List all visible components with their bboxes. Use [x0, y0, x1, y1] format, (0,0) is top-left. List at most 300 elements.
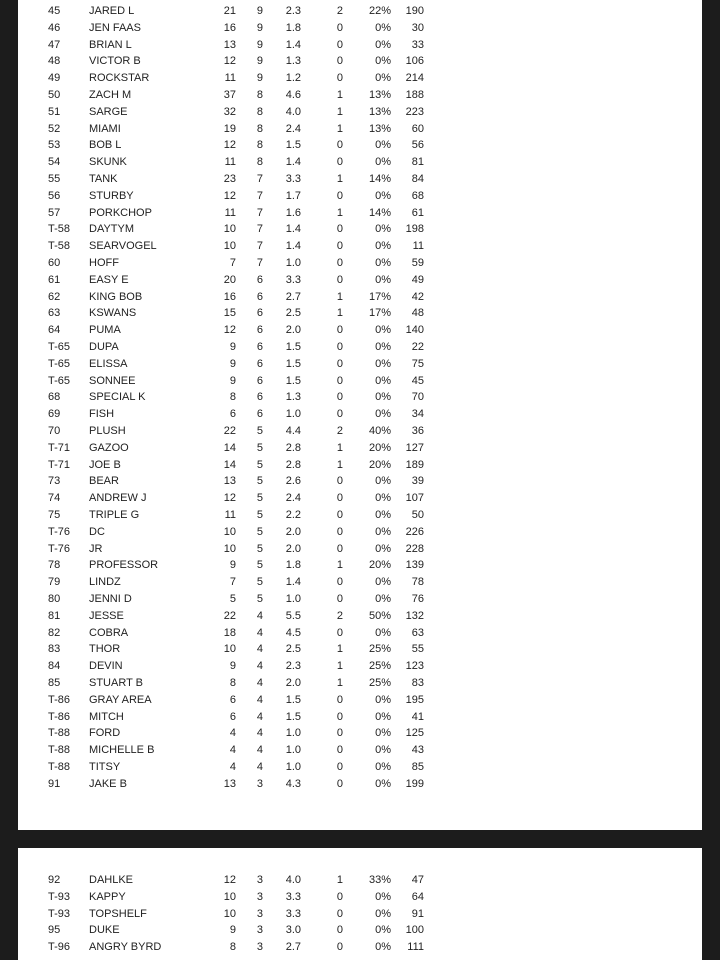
stat-col-6-cell: 33: [411, 38, 424, 51]
stat-col-3-cell: 2.8: [285, 458, 301, 471]
stat-col-4-cell: 0: [336, 21, 343, 34]
stat-col-2-cell: 4: [256, 677, 263, 689]
stat-col-3-cell: 2.4: [285, 492, 301, 505]
stat-col-4-cell: 0: [336, 693, 343, 706]
table-row: [18, 922, 702, 939]
stat-col-1-cell: 15: [223, 307, 236, 320]
stat-col-3-cell: 2.0: [285, 542, 301, 555]
table-row: [18, 692, 702, 709]
stat-col-4-cell: 0: [336, 156, 343, 169]
stat-col-6-cell: 50: [411, 509, 424, 521]
percent-cell: 0%: [375, 727, 391, 740]
rank-cell: 80: [48, 593, 61, 605]
table-row: [18, 104, 702, 121]
table-row: [18, 272, 702, 289]
stat-col-2-cell: 3: [256, 941, 263, 954]
stat-col-2-cell: 3: [256, 890, 263, 903]
rank-cell: T-93: [48, 890, 71, 903]
percent-cell: 0%: [375, 55, 391, 68]
stat-col-3-cell: 4.4: [285, 425, 301, 437]
stat-col-4-cell: 1: [336, 458, 343, 471]
name-cell: ELISSA: [89, 357, 128, 370]
stat-col-4-cell: 0: [336, 492, 343, 505]
table-row: [18, 305, 702, 322]
stat-col-1-cell: 10: [223, 525, 236, 538]
percent-cell: 0%: [375, 223, 391, 236]
stat-col-3-cell: 4.0: [285, 105, 301, 118]
rank-cell: 91: [48, 777, 61, 790]
rank-cell: 85: [48, 677, 61, 689]
table-row: [18, 658, 702, 675]
table-row: [18, 457, 702, 474]
stat-col-1-cell: 4: [229, 727, 236, 740]
table-row: [18, 759, 702, 776]
stat-col-1-cell: 14: [223, 441, 236, 454]
table-row: [18, 889, 702, 906]
rank-cell: 63: [48, 307, 61, 320]
stat-col-1-cell: 13: [223, 777, 236, 790]
stat-col-3-cell: 2.8: [285, 441, 301, 454]
stat-col-1-cell: 11: [224, 72, 236, 85]
stat-col-6-cell: 195: [405, 693, 424, 706]
stat-col-1-cell: 6: [229, 710, 236, 723]
stat-col-4-cell: 0: [336, 139, 343, 152]
stat-col-2-cell: 7: [256, 240, 263, 253]
stat-col-2-cell: 3: [256, 907, 263, 920]
stat-col-3-cell: 1.0: [285, 761, 301, 773]
table-row: [18, 423, 702, 440]
table-row: [18, 53, 702, 70]
table-row: [18, 154, 702, 171]
percent-cell: 0%: [375, 777, 391, 790]
stat-col-3-cell: 1.4: [285, 223, 301, 236]
stat-col-1-cell: 11: [224, 206, 236, 219]
table-row: [18, 507, 702, 524]
stat-col-1-cell: 11: [224, 509, 236, 521]
name-cell: JESSE: [89, 609, 124, 622]
stat-col-1-cell: 9: [229, 660, 236, 673]
stat-col-6-cell: 76: [411, 593, 424, 605]
name-cell: TOPSHELF: [89, 907, 147, 920]
stat-col-1-cell: 10: [223, 223, 236, 236]
stat-col-2-cell: 6: [256, 391, 263, 404]
stat-col-1-cell: 8: [229, 391, 236, 404]
stat-col-6-cell: 45: [411, 374, 424, 387]
stat-col-6-cell: 123: [405, 660, 424, 673]
stat-col-3-cell: 4.6: [285, 89, 301, 101]
stat-col-1-cell: 7: [229, 257, 236, 269]
stat-col-3-cell: 1.6: [285, 206, 301, 219]
name-cell: DAHLKE: [89, 874, 134, 886]
name-cell: MITCH: [89, 710, 124, 723]
stat-col-3-cell: 1.4: [285, 156, 301, 169]
table-row: [18, 137, 702, 154]
stat-col-4-cell: 1: [336, 173, 343, 185]
stat-col-2-cell: 6: [256, 357, 263, 370]
rank-cell: 92: [48, 874, 61, 886]
rank-cell: 54: [48, 156, 61, 169]
name-cell: PLUSH: [89, 425, 126, 437]
rank-cell: 55: [48, 173, 61, 185]
stat-col-2-cell: 8: [256, 105, 263, 118]
rank-cell: T-58: [48, 223, 71, 236]
table-row: [18, 37, 702, 54]
table-row: [18, 322, 702, 339]
stat-col-4-cell: 0: [336, 593, 343, 605]
percent-cell: 25%: [368, 677, 391, 689]
rank-cell: 84: [48, 660, 61, 673]
stat-col-4-cell: 0: [336, 509, 343, 521]
name-cell: SKUNK: [89, 156, 127, 169]
stat-col-4-cell: 1: [336, 206, 343, 219]
stat-col-2-cell: 8: [256, 89, 263, 101]
stat-col-1-cell: 18: [223, 626, 236, 639]
name-cell: JAKE B: [89, 777, 127, 790]
stat-col-2-cell: 7: [256, 206, 263, 219]
table-row: [18, 373, 702, 390]
stat-col-1-cell: 23: [223, 173, 236, 185]
stat-col-2-cell: 9: [256, 55, 263, 68]
table-row: [18, 675, 702, 692]
stat-col-4-cell: 0: [336, 542, 343, 555]
stat-col-2-cell: 9: [256, 5, 263, 17]
rank-cell: 83: [48, 643, 61, 656]
name-cell: PUMA: [89, 324, 121, 337]
stat-col-3-cell: 3.3: [285, 173, 301, 185]
percent-cell: 20%: [368, 559, 391, 572]
stat-col-6-cell: 30: [411, 21, 424, 34]
name-cell: TITSY: [89, 761, 121, 773]
stat-col-3-cell: 1.3: [285, 391, 301, 404]
table-row: [18, 625, 702, 642]
name-cell: HOFF: [89, 257, 119, 269]
name-cell: TANK: [89, 173, 118, 185]
name-cell: TRIPLE G: [89, 509, 140, 521]
stat-col-3-cell: 2.0: [285, 677, 301, 689]
table-row: [18, 709, 702, 726]
stat-col-2-cell: 9: [256, 38, 263, 51]
name-cell: STUART B: [89, 677, 143, 689]
stat-col-2-cell: 5: [256, 525, 263, 538]
stat-col-6-cell: 61: [411, 206, 424, 219]
rank-cell: 82: [48, 626, 61, 639]
percent-cell: 0%: [375, 924, 391, 937]
stat-col-3-cell: 2.3: [285, 660, 301, 673]
stat-col-4-cell: 0: [336, 576, 343, 589]
stat-col-2-cell: 6: [256, 324, 263, 337]
stat-col-4-cell: 1: [336, 105, 343, 118]
percent-cell: 0%: [375, 710, 391, 723]
stat-col-6-cell: 63: [411, 626, 424, 639]
stat-col-4-cell: 0: [336, 189, 343, 202]
stat-col-4-cell: 0: [336, 324, 343, 337]
name-cell: GRAY AREA: [89, 693, 152, 706]
stat-col-1-cell: 32: [223, 105, 236, 118]
stat-col-3-cell: 4.5: [285, 626, 301, 639]
stat-col-6-cell: 81: [411, 156, 424, 169]
name-cell: PROFESSOR: [89, 559, 159, 572]
stat-col-6-cell: 64: [411, 890, 424, 903]
stat-col-4-cell: 0: [336, 777, 343, 790]
stat-col-6-cell: 100: [405, 924, 424, 937]
rank-cell: 69: [48, 408, 61, 421]
stat-col-6-cell: 132: [405, 609, 424, 622]
stat-col-6-cell: 189: [405, 458, 424, 471]
percent-cell: 40%: [368, 425, 391, 437]
table-row: [18, 3, 702, 20]
name-cell: SONNEE: [89, 374, 136, 387]
table-row: [18, 939, 702, 956]
stat-col-3-cell: 1.5: [285, 693, 301, 706]
name-cell: KAPPY: [89, 890, 126, 903]
percent-cell: 0%: [375, 525, 391, 538]
name-cell: ANGRY BYRD: [89, 941, 162, 954]
stat-col-1-cell: 9: [229, 341, 236, 353]
stat-col-4-cell: 0: [336, 475, 343, 488]
rank-cell: 95: [48, 924, 61, 937]
name-cell: MIAMI: [89, 122, 121, 135]
name-cell: JOE B: [89, 458, 121, 471]
rank-cell: 51: [48, 105, 61, 118]
stat-col-6-cell: 60: [411, 122, 424, 135]
stat-col-2-cell: 4: [256, 660, 263, 673]
rank-cell: 81: [48, 609, 61, 622]
table-row: [18, 872, 702, 889]
rank-cell: T-86: [48, 693, 71, 706]
rank-cell: 53: [48, 139, 61, 152]
stat-col-3-cell: 2.2: [285, 509, 301, 521]
stat-col-4-cell: 1: [336, 874, 343, 886]
document-page-2: [18, 848, 702, 960]
stat-col-6-cell: 34: [411, 408, 424, 421]
stat-col-6-cell: 11: [412, 240, 424, 253]
stat-col-2-cell: 7: [256, 257, 263, 269]
stat-col-6-cell: 48: [411, 307, 424, 320]
percent-cell: 0%: [375, 475, 391, 488]
stat-col-4-cell: 0: [336, 744, 343, 757]
percent-cell: 0%: [375, 542, 391, 555]
stat-col-6-cell: 75: [411, 357, 424, 370]
stat-col-4-cell: 0: [336, 525, 343, 538]
stat-col-1-cell: 5: [229, 593, 236, 605]
table-row: [18, 289, 702, 306]
stat-col-3-cell: 2.4: [285, 122, 301, 135]
stat-col-1-cell: 9: [229, 924, 236, 937]
stat-col-2-cell: 5: [256, 458, 263, 471]
stat-col-3-cell: 1.5: [285, 374, 301, 387]
stat-col-3-cell: 1.5: [285, 341, 301, 353]
name-cell: DC: [89, 525, 105, 538]
stat-col-1-cell: 10: [223, 643, 236, 656]
stat-col-6-cell: 41: [411, 710, 424, 723]
stat-col-6-cell: 83: [411, 677, 424, 689]
name-cell: KSWANS: [89, 307, 137, 320]
stat-col-1-cell: 9: [229, 559, 236, 572]
stat-col-3-cell: 2.7: [285, 941, 301, 954]
stat-col-3-cell: 1.5: [285, 710, 301, 723]
percent-cell: 0%: [375, 744, 391, 757]
stat-col-6-cell: 85: [411, 761, 424, 773]
name-cell: JARED L: [89, 5, 135, 17]
percent-cell: 0%: [375, 593, 391, 605]
stat-col-4-cell: 0: [336, 890, 343, 903]
table-row: [18, 356, 702, 373]
stat-col-2-cell: 4: [256, 710, 263, 723]
table-row: [18, 608, 702, 625]
name-cell: SEARVOGEL: [89, 240, 157, 253]
stat-col-1-cell: 12: [223, 874, 236, 886]
table-row: [18, 20, 702, 37]
stat-col-1-cell: 12: [223, 139, 236, 152]
percent-cell: 0%: [375, 21, 391, 34]
name-cell: VICTOR B: [89, 55, 141, 68]
name-cell: SARGE: [89, 105, 128, 118]
name-cell: FISH: [89, 408, 115, 421]
rank-cell: 57: [48, 206, 61, 219]
stat-col-2-cell: 6: [256, 273, 263, 286]
stat-col-2-cell: 6: [256, 290, 263, 303]
stat-col-6-cell: 78: [411, 576, 424, 589]
stat-col-2-cell: 6: [256, 408, 263, 421]
stat-col-2-cell: 5: [256, 492, 263, 505]
table-row: [18, 725, 702, 742]
stat-col-6-cell: 43: [411, 744, 424, 757]
stat-col-4-cell: 0: [336, 38, 343, 51]
percent-cell: 25%: [368, 643, 391, 656]
stat-col-1-cell: 13: [223, 475, 236, 488]
percent-cell: 0%: [375, 189, 391, 202]
stat-col-4-cell: 2: [336, 425, 343, 437]
stat-col-2-cell: 3: [256, 924, 263, 937]
stat-col-4-cell: 1: [336, 660, 343, 673]
stat-col-2-cell: 5: [256, 576, 263, 589]
percent-cell: 50%: [368, 609, 391, 622]
stat-col-4-cell: 0: [336, 626, 343, 639]
stat-col-6-cell: 188: [405, 89, 424, 101]
stat-col-3-cell: 1.3: [285, 55, 301, 68]
stat-col-2-cell: 6: [256, 374, 263, 387]
stat-col-2-cell: 6: [256, 341, 263, 353]
percent-cell: 22%: [368, 5, 391, 17]
stat-col-6-cell: 198: [405, 223, 424, 236]
stat-col-6-cell: 39: [411, 475, 424, 488]
rank-cell: T-76: [48, 542, 71, 555]
percent-cell: 0%: [375, 374, 391, 387]
stat-col-6-cell: 127: [405, 441, 424, 454]
percent-cell: 20%: [368, 458, 391, 471]
stat-col-4-cell: 0: [336, 391, 343, 404]
stat-col-4-cell: 0: [336, 941, 343, 954]
name-cell: LINDZ: [89, 576, 121, 589]
stat-col-1-cell: 4: [229, 744, 236, 757]
stat-col-6-cell: 214: [405, 72, 424, 85]
rank-cell: 47: [48, 38, 61, 51]
percent-cell: 33%: [368, 874, 391, 886]
stat-col-4-cell: 0: [336, 341, 343, 353]
stat-col-4-cell: 0: [336, 55, 343, 68]
table-row: [18, 221, 702, 238]
stat-col-2-cell: 4: [256, 609, 263, 622]
stat-col-6-cell: 125: [405, 727, 424, 740]
name-cell: JR: [89, 542, 103, 555]
stat-col-3-cell: 1.8: [285, 559, 301, 572]
stat-col-4-cell: 0: [336, 710, 343, 723]
stat-col-2-cell: 3: [256, 777, 263, 790]
stat-col-1-cell: 12: [223, 189, 236, 202]
name-cell: SPECIAL K: [89, 391, 146, 404]
stat-col-4-cell: 0: [336, 240, 343, 253]
name-cell: DAYTYM: [89, 223, 135, 236]
stat-col-2-cell: 5: [256, 425, 263, 437]
table-row: [18, 541, 702, 558]
stat-col-4-cell: 0: [336, 223, 343, 236]
stat-col-1-cell: 13: [223, 38, 236, 51]
stat-col-2-cell: 4: [256, 643, 263, 656]
table-row: [18, 574, 702, 591]
stat-col-2-cell: 5: [256, 441, 263, 454]
name-cell: BRIAN L: [89, 38, 132, 51]
stat-col-4-cell: 0: [336, 924, 343, 937]
rank-cell: T-65: [48, 341, 71, 353]
name-cell: FORD: [89, 727, 121, 740]
stat-col-4-cell: 0: [336, 907, 343, 920]
stat-col-4-cell: 0: [336, 257, 343, 269]
rank-cell: T-88: [48, 727, 71, 740]
percent-cell: 0%: [375, 890, 391, 903]
percent-cell: 0%: [375, 38, 391, 51]
stat-col-2-cell: 8: [256, 139, 263, 152]
stat-col-2-cell: 5: [256, 593, 263, 605]
stat-col-1-cell: 37: [223, 89, 236, 101]
percent-cell: 0%: [375, 324, 391, 337]
document-page-1: [18, 0, 702, 830]
stat-col-6-cell: 49: [411, 273, 424, 286]
stat-col-6-cell: 59: [411, 257, 424, 269]
stat-col-4-cell: 2: [336, 609, 343, 622]
stat-col-1-cell: 12: [223, 55, 236, 68]
name-cell: JENNI D: [89, 593, 132, 605]
name-cell: KING BOB: [89, 290, 143, 303]
stat-col-6-cell: 223: [405, 105, 424, 118]
stat-col-6-cell: 47: [411, 874, 424, 886]
stat-col-1-cell: 16: [223, 290, 236, 303]
rank-cell: T-88: [48, 744, 71, 757]
percent-cell: 0%: [375, 626, 391, 639]
percent-cell: 13%: [368, 105, 391, 118]
rank-cell: T-71: [48, 458, 71, 471]
stat-col-6-cell: 56: [411, 139, 424, 152]
stat-col-3-cell: 2.5: [285, 643, 301, 656]
name-cell: MICHELLE B: [89, 744, 155, 757]
table-row: [18, 188, 702, 205]
stat-col-4-cell: 1: [336, 677, 343, 689]
stat-col-1-cell: 22: [223, 609, 236, 622]
stat-col-3-cell: 3.3: [285, 273, 301, 286]
name-cell: BEAR: [89, 475, 119, 488]
stat-col-3-cell: 2.6: [285, 475, 301, 488]
stat-col-2-cell: 4: [256, 744, 263, 757]
name-cell: DEVIN: [89, 660, 123, 673]
rank-cell: 78: [48, 559, 61, 572]
rank-cell: 61: [48, 273, 61, 286]
percent-cell: 17%: [368, 307, 391, 320]
stat-col-4-cell: 0: [336, 374, 343, 387]
stat-col-3-cell: 1.4: [285, 576, 301, 589]
rank-cell: 52: [48, 122, 61, 135]
table-row: [18, 87, 702, 104]
stat-col-2-cell: 5: [256, 509, 263, 521]
stat-col-2-cell: 5: [256, 542, 263, 555]
